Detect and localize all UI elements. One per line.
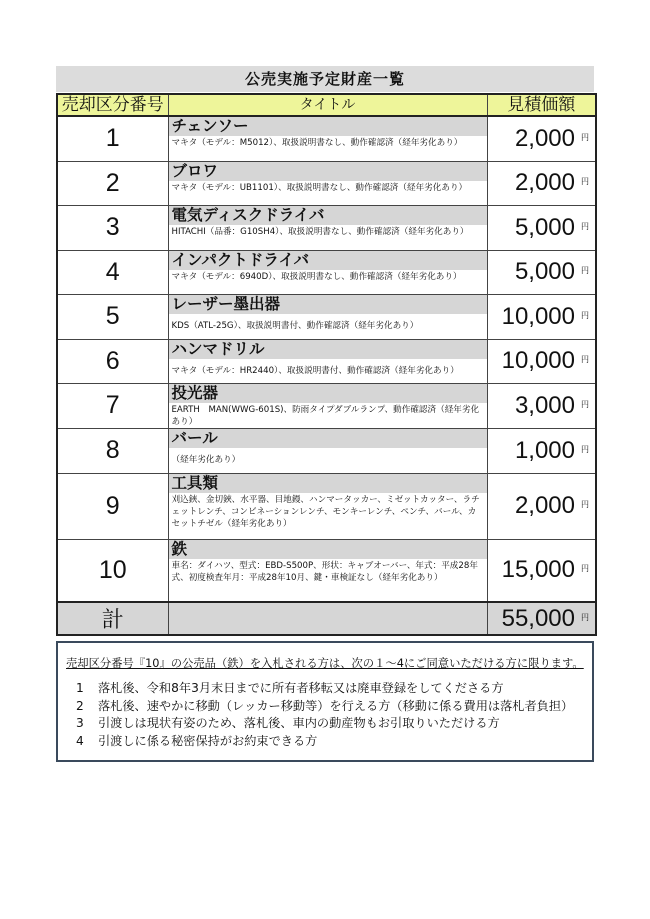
total-row bbox=[57, 602, 596, 635]
row-title-cell bbox=[168, 339, 487, 383]
table-row bbox=[57, 161, 596, 205]
yen-unit: 円 bbox=[581, 266, 589, 275]
table-header-row bbox=[57, 94, 596, 116]
table-row bbox=[57, 539, 596, 602]
yen-unit: 円 bbox=[581, 310, 589, 320]
yen-unit: 円 bbox=[581, 221, 589, 231]
price-amount: 2,000 bbox=[514, 169, 575, 196]
row-price-cell bbox=[487, 539, 596, 602]
price-amount: 3,000 bbox=[514, 391, 575, 419]
row-price-cell bbox=[487, 428, 596, 473]
table-row bbox=[57, 339, 596, 383]
row-price-cell bbox=[487, 250, 596, 294]
row-title-cell bbox=[168, 250, 487, 294]
price-amount: 1,000 bbox=[514, 436, 575, 464]
price-amount: 10,000 bbox=[501, 347, 575, 374]
item-name: 工具類 bbox=[169, 474, 487, 493]
item-description: EARTH MAN(WWG-601S)、防雨タイプダブルランプ、動作確認済（経年劣化あり） bbox=[171, 404, 480, 427]
yen-unit: 円 bbox=[581, 177, 589, 186]
row-price-cell bbox=[487, 473, 596, 539]
notice-item-text: 引渡しに係る秘密保持がお約束できる方 bbox=[98, 733, 318, 748]
total-empty-cell bbox=[168, 602, 487, 635]
table-row bbox=[57, 250, 596, 294]
row-price-cell bbox=[487, 161, 596, 205]
price-amount: 2,000 bbox=[514, 124, 575, 152]
yen-unit: 円 bbox=[581, 399, 589, 409]
item-name: インパクトドライバ bbox=[169, 251, 487, 270]
table-row bbox=[57, 473, 596, 539]
row-price-cell bbox=[487, 116, 596, 161]
notice-item-text: 落札後、令和8年3月末日までに所有者移転又は廃車登録をしてくださる方 bbox=[98, 681, 504, 695]
yen-unit: 円 bbox=[581, 564, 589, 574]
row-number: 1 bbox=[57, 116, 168, 161]
yen-unit: 円 bbox=[581, 500, 589, 509]
row-price-cell bbox=[487, 383, 596, 428]
row-title-cell bbox=[168, 116, 487, 161]
header-price: 見積価額 bbox=[487, 94, 596, 116]
table-row bbox=[57, 294, 596, 339]
yen-unit: 円 bbox=[581, 132, 589, 142]
item-name: 投光器 bbox=[169, 384, 487, 403]
row-number: 8 bbox=[57, 428, 168, 473]
row-number: 7 bbox=[57, 383, 168, 428]
item-description: マキタ（モデル：UB1101）、取扱説明書なし、動作確認済（経年劣化あり） bbox=[171, 182, 468, 193]
item-description: KDS（ATL-25G）、取扱説明書付、動作確認済（経年劣化あり） bbox=[171, 320, 419, 331]
notice-item-text: 落札後、速やかに移動（レッカー移動等）を行える方（移動に係る費用は落札者負担） bbox=[98, 698, 574, 713]
item-description: （経年劣化あり） bbox=[171, 454, 241, 465]
price-amount: 15,000 bbox=[501, 556, 575, 584]
row-number: 6 bbox=[57, 339, 168, 383]
row-title-cell bbox=[168, 473, 487, 539]
header-title: タイトル bbox=[168, 94, 487, 116]
item-description: マキタ（モデル：HR2440）、取扱説明書付、動作確認済（経年劣化あり） bbox=[171, 365, 459, 376]
price-amount: 10,000 bbox=[501, 302, 575, 330]
row-number: 2 bbox=[57, 161, 168, 205]
notice-item-number: 3 bbox=[76, 716, 84, 730]
yen-unit: 円 bbox=[581, 355, 589, 364]
row-number: 5 bbox=[57, 294, 168, 339]
table-row bbox=[57, 428, 596, 473]
notice-item-text: 引渡しは現状有姿のため、落札後、車内の動産物もお引取りいただける方 bbox=[98, 716, 500, 730]
notice-item-number: 2 bbox=[76, 698, 84, 713]
row-title-cell bbox=[168, 161, 487, 205]
notice-item bbox=[76, 715, 573, 733]
item-name: レーザー墨出器 bbox=[169, 295, 487, 314]
notice-box bbox=[56, 641, 594, 762]
item-name: 鉄 bbox=[169, 540, 487, 559]
row-price-cell bbox=[487, 205, 596, 250]
item-name: 電気ディスクドライバ bbox=[169, 206, 487, 225]
row-title-cell bbox=[168, 205, 487, 250]
row-number: 4 bbox=[57, 250, 168, 294]
table-row bbox=[57, 116, 596, 161]
table-row bbox=[57, 205, 596, 250]
item-description: マキタ（モデル：6940D）、取扱説明書なし、動作確認済（経年劣化あり） bbox=[171, 271, 462, 282]
asset-table bbox=[56, 93, 597, 636]
row-number: 10 bbox=[57, 539, 168, 602]
item-description: マキタ（モデル：M5012）、取扱説明書なし、動作確認済（経年劣化あり） bbox=[171, 138, 463, 148]
item-description: 車名：ダイハツ、型式：EBD-S500P、形状：キャブオーバー、年式：平成28年式、初度検査年月：平成28年10月、鍵・車検証なし（経年劣化あり） bbox=[171, 560, 478, 583]
item-name: ハンマドリル bbox=[169, 340, 487, 359]
item-description: 刈込鋏、金切鋏、水平器、目地鏝、ハンマータッカー、ミゼットカッター、ラチェットレンチ、コンビネーションレンチ、モンキーレンチ、ペンチ、バール、カセットチゼル（経年劣化あり） bbox=[171, 494, 480, 529]
document-title: 公売実施予定財産一覧 bbox=[56, 66, 594, 92]
row-title-cell bbox=[168, 383, 487, 428]
item-description: HITACHI（品番：G10SH4）、取扱説明書なし、動作確認済（経年劣化あり） bbox=[171, 226, 469, 237]
notice-heading: 売却区分番号『10』の公売品（鉄）を入札される方は、次の１～4にご同意いただける方に限ります。 bbox=[66, 657, 584, 670]
price-amount: 5,000 bbox=[514, 213, 575, 241]
total-price-cell bbox=[487, 602, 596, 635]
row-number: 3 bbox=[57, 205, 168, 250]
price-amount: 2,000 bbox=[514, 492, 575, 519]
item-name: ブロワ bbox=[169, 162, 487, 181]
notice-list bbox=[76, 680, 573, 750]
notice-item bbox=[76, 698, 573, 716]
total-amount: 55,000 bbox=[501, 604, 575, 632]
total-label: 計 bbox=[57, 602, 168, 635]
table-row bbox=[57, 383, 596, 428]
yen-unit: 円 bbox=[581, 612, 589, 622]
notice-item-number: 4 bbox=[76, 733, 84, 748]
row-title-cell bbox=[168, 294, 487, 339]
yen-unit: 円 bbox=[581, 444, 589, 454]
notice-item-number: 1 bbox=[76, 681, 84, 695]
item-name: チェンソー bbox=[169, 117, 487, 136]
row-price-cell bbox=[487, 339, 596, 383]
row-price-cell bbox=[487, 294, 596, 339]
notice-item bbox=[76, 680, 573, 698]
row-number: 9 bbox=[57, 473, 168, 539]
item-name: バール bbox=[169, 429, 487, 448]
header-number: 売却区分番号 bbox=[57, 94, 168, 116]
price-amount: 5,000 bbox=[514, 258, 575, 285]
row-title-cell bbox=[168, 428, 487, 473]
notice-item bbox=[76, 733, 573, 751]
row-title-cell bbox=[168, 539, 487, 602]
